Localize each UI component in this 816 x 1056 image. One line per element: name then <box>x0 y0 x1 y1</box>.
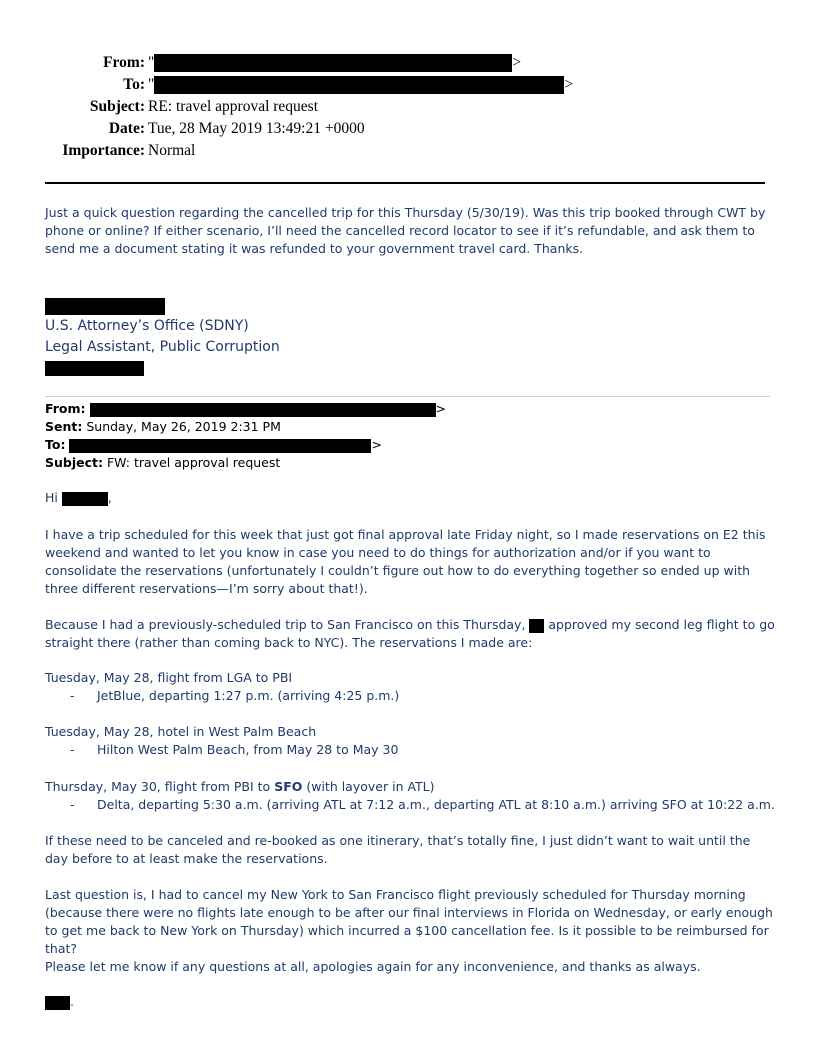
header-subject-row <box>0 98 816 118</box>
itinerary-item-1-title: Tuesday, May 28, flight from LGA to PBI <box>45 670 293 685</box>
header-subject-label: Subject: <box>89 98 145 115</box>
itinerary-item-1-detail: JetBlue, departing 1:27 p.m. (arriving 4:25 p.m.) <box>97 688 400 703</box>
header-to-label: To: <box>123 76 145 93</box>
forward-paragraph-4: Last question is, I had to cancel my New York to San Francisco flight previously scheduled for Thursday morning (because there were no flights late enough to be after our final interviews in Florida on Wednesday, or early enough to get me back to New York on Thursday) which incurred a $100 cancellation fee. Is it possible to be reimbursed for that? <box>45 887 773 956</box>
header-importance-row <box>0 142 816 162</box>
header-importance-value: Normal <box>148 142 196 159</box>
header-divider <box>45 182 765 184</box>
header-date-value: Tue, 28 May 2019 13:49:21 +0000 <box>148 120 365 137</box>
forward-paragraph-1: I have a trip scheduled for this week that just got final approval late Friday night, so I made reservations on E2 this weekend and wanted to let you know in case you need to do things for authorization and/or if you want to consolidate the reservations (unfortunately I couldn’t figure out how to do everything together so ended up with three different reservations—I’m sorry about that!). <box>45 527 766 596</box>
bullet-dash: - <box>70 688 75 703</box>
redaction-block <box>154 54 512 72</box>
forward-subject-row <box>45 454 280 472</box>
header-from-label: From: <box>103 54 145 71</box>
itinerary-item-3-title: Thursday, May 30, flight from PBI to SFO (with layover in ATL) <box>45 779 435 794</box>
forward-subject-label: Subject: <box>45 455 103 470</box>
itinerary-item-2-title: Tuesday, May 28, hotel in West Palm Beach <box>45 724 317 739</box>
forward-subject-value: FW: travel approval request <box>106 455 281 470</box>
header-to-row <box>0 76 816 96</box>
header-date-row <box>0 120 816 140</box>
forward-divider <box>45 396 770 397</box>
header-subject-value: RE: travel approval request <box>148 98 319 115</box>
forward-sent-value: Sunday, May 26, 2019 2:31 PM <box>86 419 281 434</box>
closing-signature: . <box>45 994 74 1010</box>
forward-paragraph-2: Because I had a previously-scheduled trip to San Francisco on this Thursday, approved my second leg flight to go straight there (rather than coming back to NYC). The reservations I made are: <box>45 617 775 650</box>
itinerary-item-2-detail: Hilton West Palm Beach, from May 28 to May 30 <box>97 742 399 757</box>
header-date-label: Date: <box>108 120 145 137</box>
itinerary-item-3-detail: Delta, departing 5:30 a.m. (arriving ATL at 7:12 a.m., departing ATL at 8:10 a.m.) arriving SFO at 10:22 a.m. <box>97 797 775 812</box>
forward-to-label: To: <box>45 437 66 452</box>
forward-paragraph-3: If these need to be canceled and re-booked as one itinerary, that’s totally fine, I just didn’t want to wait until the day before to at least make the reservations. <box>45 833 751 866</box>
redaction-block <box>154 76 564 94</box>
greeting: Hi , <box>45 490 112 505</box>
reply-body: Just a quick question regarding the cancelled trip for this Thursday (5/30/19). Was this trip booked through CWT by phone or online? If either scenario, I’ll need the cancelled record locator to see if it’s refundable, and ask them to send me a document stating it was refunded to your government travel card. Thanks. <box>45 205 766 256</box>
header-to-value: " > <box>148 76 574 93</box>
forward-sent-row <box>45 418 281 436</box>
signature-contact-redaction <box>45 361 144 376</box>
redaction-block <box>69 439 371 453</box>
header-importance-label: Importance: <box>62 142 145 159</box>
sfo-highlight: SFO <box>274 779 303 794</box>
forward-from-label: From: <box>45 401 86 416</box>
signature-name-redaction <box>45 298 165 315</box>
redaction-block <box>62 492 108 506</box>
forward-to-row: To: > <box>45 437 382 452</box>
header-from-row <box>0 54 816 74</box>
bullet-dash: - <box>70 797 75 812</box>
signature-title: Legal Assistant, Public Corruption <box>45 339 280 355</box>
redaction-block <box>45 996 70 1010</box>
signature-office: U.S. Attorney’s Office (SDNY) <box>45 318 249 334</box>
forward-sent-label: Sent: <box>45 419 83 434</box>
forward-from-row: From: > <box>45 401 446 416</box>
redaction-block <box>90 403 436 417</box>
bullet-dash: - <box>70 742 75 757</box>
header-from-value: " > <box>148 54 522 71</box>
redaction-block <box>529 619 544 633</box>
forward-paragraph-5: Please let me know if any questions at all, apologies again for any inconvenience, and thanks as always. <box>45 959 701 974</box>
